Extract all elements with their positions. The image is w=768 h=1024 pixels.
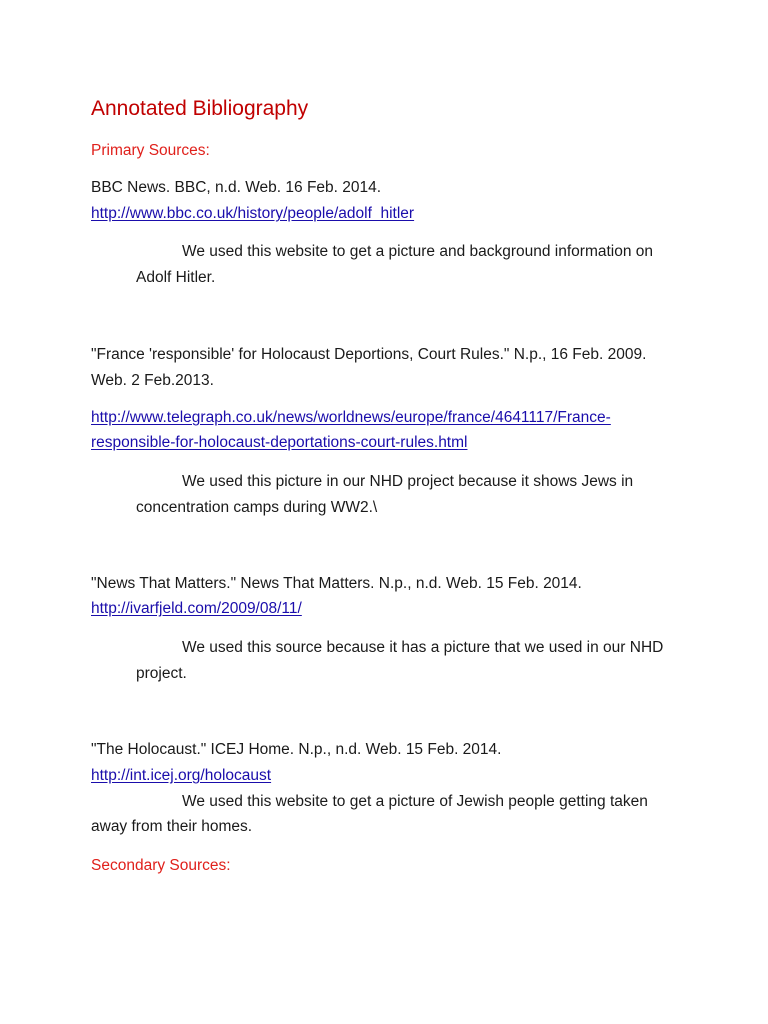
- entry-4-citation: "The Holocaust." ICEJ Home. N.p., n.d. Web. 15 Feb. 2014.: [91, 741, 502, 758]
- document-title: Annotated Bibliography: [91, 97, 309, 120]
- entry-2-citation-line-1: "France 'responsible' for Holocaust Deportions, Court Rules." N.p., 16 Feb. 2009.: [91, 346, 647, 363]
- entry-1-annotation-line-2: Adolf Hitler.: [136, 269, 216, 286]
- entry-3-annotation-line-1: We used this source because it has a picture that we used in our NHD: [182, 639, 664, 656]
- secondary-sources-heading: Secondary Sources:: [91, 857, 231, 874]
- entry-3-link[interactable]: http://ivarfjeld.com/2009/08/11/: [91, 600, 302, 617]
- entry-3-citation: "News That Matters." News That Matters. N.p., n.d. Web. 15 Feb. 2014.: [91, 575, 582, 592]
- entry-1-citation: BBC News. BBC, n.d. Web. 16 Feb. 2014.: [91, 179, 382, 196]
- entry-2-link-line-1[interactable]: http://www.telegraph.co.uk/news/worldnews/europe/france/4641117/France-: [91, 409, 611, 426]
- entry-1-link[interactable]: http://www.bbc.co.uk/history/people/adolf_hitler: [91, 205, 415, 222]
- entry-4-link[interactable]: http://int.icej.org/holocaust: [91, 767, 272, 784]
- entry-4-annotation-line-1: We used this website to get a picture of Jewish people getting taken: [182, 793, 648, 810]
- entry-2-annotation-line-1: We used this picture in our NHD project because it shows Jews in: [182, 473, 634, 490]
- entry-2-link-line-2[interactable]: responsible-for-holocaust-deportations-court-rules.html: [91, 434, 468, 451]
- primary-sources-heading: Primary Sources:: [91, 142, 210, 159]
- entry-2-annotation-line-2: concentration camps during WW2.\: [136, 499, 378, 516]
- entry-4-annotation-line-2: away from their homes.: [91, 818, 253, 835]
- entry-1-annotation-line-1: We used this website to get a picture and background information on: [182, 243, 654, 260]
- entry-3-annotation-line-2: project.: [136, 665, 187, 682]
- entry-2-citation-line-2: Web. 2 Feb.2013.: [91, 372, 214, 389]
